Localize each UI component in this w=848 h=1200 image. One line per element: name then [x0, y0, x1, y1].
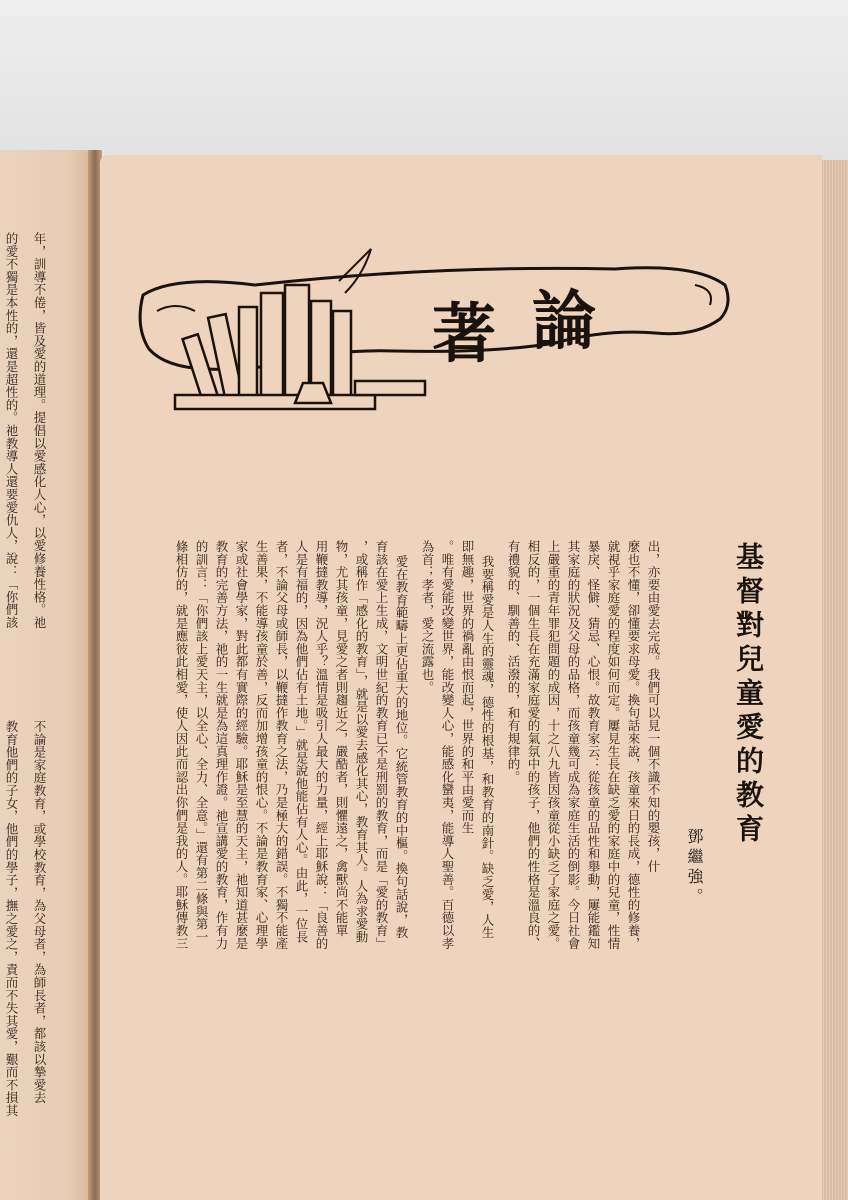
article-column: 物，尤其孩童，見愛之者則趨近之，嚴酷者，則懼遠之，禽獸尚不能單	[334, 540, 349, 937]
header-title-char: 論	[532, 284, 596, 359]
article-column: 有禮貌的、馴善的、活潑的，和有規律的。	[506, 540, 521, 784]
article-author: 鄧繼強。	[685, 828, 704, 908]
article-column: 我要稱愛是人生的靈魂，德性的根基，和教育的南針。缺乏愛，人生	[480, 555, 495, 939]
left-page-column: 的愛不獨是本性的，還是超性的。祂教導人還要愛仇人，說：「你們該	[4, 232, 19, 629]
article-column: 教育的完善方法，祂的一生就是為這真理作證。祂宣講愛的教育，作有力	[214, 540, 229, 950]
article-column: 用鞭撻教導，況人乎？溫情是吸引人最大的力量，經上耶穌說：「良善的	[314, 540, 329, 950]
article-column: 出，亦要由愛去完成。我們可以見一個不識不知的嬰孩，什	[646, 540, 661, 873]
left-page-column-bottom: 教育他們的子女，他們的學子，撫之愛之，責而不失其愛，艱而不損其	[4, 720, 19, 1117]
page-edges	[822, 160, 848, 1200]
article-column: 愛在教育範疇上更佔重大的地位。它統管教育的中樞。換句話說，教	[394, 555, 409, 939]
article-column: 即無趣，世界的禍亂由恨而起，世界的和平由愛而生	[460, 540, 475, 835]
article-column: 人是有福的，因為他們佔有土地。」就是說他能佔有人心。由此，一位長	[294, 540, 309, 944]
article-column: 的訓言：「你們該上愛天主，以全心、全力、全意。」還有第二條與第一	[194, 540, 209, 944]
article-column: 條相仿的，就是應彼此相愛，使人因此而認出你們是我的人。耶穌傳教三	[174, 540, 189, 950]
scanner-background	[0, 0, 848, 160]
header-title-char: 著	[432, 297, 496, 372]
article-column: 者，不論父母或師長，以鞭撻作教育之法，乃是極大的錯誤。不獨不能產	[274, 540, 289, 950]
article-title: 基督對兒童愛的教育	[732, 542, 765, 848]
article-column: 相反的，一個生長在充滿家庭愛的氣氛中的孩子，他們的性格是溫良的、	[526, 540, 541, 950]
article-column: 其家庭的狀況及父母的品格，而孩童幾可成為家庭生活的倒影。今日社會	[566, 540, 581, 950]
article-column: 暴戾、怪僻、猜忌、心恨。故教育家云：從孩童的品性和舉動，屢能鑑知	[586, 540, 601, 950]
left-page-column: 年，訓導不倦，皆及愛的道理。提倡以愛感化人心，以愛修養性格。祂	[32, 232, 47, 629]
article-column: 上嚴重的青年罪犯問題的成因，十之八九皆因孩童從小缺乏了家庭之愛。	[546, 540, 561, 950]
article-column: 。唯有愛能改變世界，能改變人心，能感化蠻夷，能導人聖善。百德以孝	[440, 540, 455, 950]
article-column: 為首；孝者，愛之流露也。	[420, 540, 435, 694]
article-column: 生善果，不能導孩童於善，反而加增孩童的恨心。不論是教育家、心理學	[254, 540, 269, 950]
article-column: 家或社會學家，對此都有實際的經驗。耶穌是至慧的天主，祂知道甚麼是	[234, 540, 249, 950]
article-column: 育該在愛上生成，文明世紀的教育已不是刑罰的教育，而是「愛的教育」	[374, 540, 389, 950]
article-column: 麼也不懂，卻懂要求母愛。換句話來說，孩童來日的長成，德性的修養，	[626, 540, 641, 950]
article-column: ，或稱作「感化的教育」，就是以愛去感化其心，教育其人。人為求愛動	[354, 540, 369, 944]
article-column: 就視乎家庭愛的程度如何而定。屢見生長在缺乏愛的家庭中的兒童，性情	[606, 540, 621, 950]
left-page-column-bottom: 不論是家庭教育，或學校教育，為父母者，為師長者，都該以摯愛去	[32, 720, 47, 1104]
